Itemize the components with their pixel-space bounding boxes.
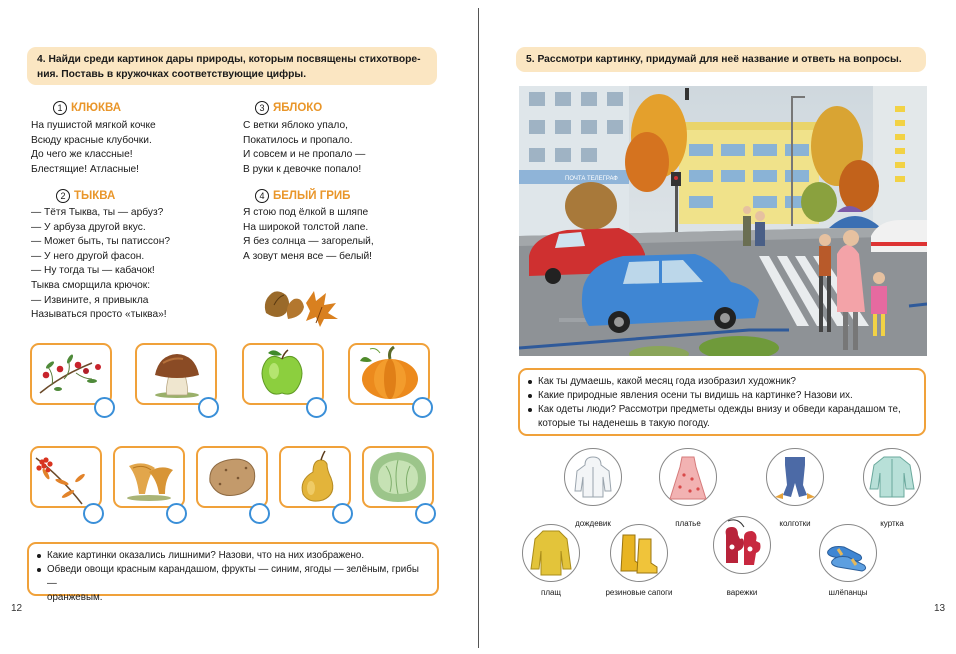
- clothing-jacket[interactable]: [863, 448, 921, 506]
- picture-green-apple: [242, 343, 324, 405]
- poem-line: И совсем и не пропало —: [243, 149, 366, 161]
- clothing-label: колготки: [779, 519, 811, 528]
- tights-icon: [767, 449, 823, 505]
- cabbage-icon: [364, 448, 432, 506]
- raincoat-icon: [565, 449, 621, 505]
- poem-line: До чего же классные!: [31, 149, 133, 161]
- poem-3-text: [243, 119, 365, 177]
- poem-1-text: [31, 119, 156, 177]
- picture-pear: [279, 446, 351, 508]
- white-mushroom-icon: [137, 345, 215, 403]
- poem-line: — У арбуза другой вкус.: [31, 221, 146, 233]
- clothing-mittens[interactable]: [713, 516, 771, 574]
- poem-2-title-text: ТЫКВА: [74, 190, 116, 202]
- clothing-raincoat-hood[interactable]: [564, 448, 622, 506]
- picture-rowan: [30, 446, 102, 508]
- poem-line: — Извините, я привыкла: [31, 294, 149, 306]
- poem-line: Я стою под ёлкой в шляпе: [243, 207, 369, 218]
- question-line: которые ты наденешь в такую погоду.: [538, 418, 710, 429]
- poem-3-title-text: ЯБЛОКО: [273, 102, 323, 114]
- poem-3-number: 3: [255, 101, 269, 115]
- question-item: Какие картинки оказались лишними? Назови, что на них изображено.: [37, 549, 429, 563]
- task-4-header: [27, 47, 437, 85]
- poem-4-number: 4: [255, 189, 269, 203]
- poem-line: Тыква сморщила крючок:: [31, 279, 151, 291]
- poem-1-number: 1: [53, 101, 67, 115]
- answer-circle-1[interactable]: [94, 397, 115, 418]
- poem-3-title: [255, 101, 322, 115]
- clothing-rubber-boots[interactable]: [610, 524, 668, 582]
- clothing-slippers[interactable]: [819, 524, 877, 582]
- book-spine: [478, 8, 479, 648]
- task-4-line2: ния. Поставь в кружочках соответствующие цифры.: [37, 69, 307, 80]
- clothing-label: дождевик: [575, 519, 611, 528]
- clothing-tights[interactable]: [766, 448, 824, 506]
- poem-4-title-text: БЕЛЫЙ ГРИБ: [273, 190, 351, 202]
- question-item: Какие природные явления осени ты видишь на картинке? Назови их.: [528, 389, 916, 403]
- picture-cranberry: [30, 343, 112, 405]
- question-item: [37, 563, 429, 605]
- clothing-label: плащ: [540, 588, 562, 597]
- clothing-cloak[interactable]: [522, 524, 580, 582]
- slippers-icon: [820, 525, 876, 581]
- cranberry-branch-icon: [32, 345, 110, 403]
- left-questions-box: [27, 542, 439, 603]
- picture-pumpkin: [348, 343, 430, 405]
- poem-line: А зовут меня все — белый!: [243, 250, 373, 262]
- answer-circle-5[interactable]: [83, 503, 104, 524]
- question-item: Как ты думаешь, какой месяц года изобразил художник?: [528, 375, 916, 389]
- autumn-street-scene: [519, 86, 927, 356]
- picture-cabbage: [362, 446, 434, 508]
- poem-line: С ветки яблоко упало,: [243, 120, 348, 131]
- rowan-branch-icon: [32, 448, 100, 506]
- poem-line: Всюду красные клубочки.: [31, 134, 152, 146]
- picture-chanterelle: [113, 446, 185, 508]
- clothing-label: платье: [675, 519, 701, 528]
- pear-icon: [281, 448, 349, 506]
- task-5-header: 5. Рассмотри картинку, придумай для неё название и ответь на вопросы.: [516, 47, 926, 72]
- chanterelle-mushroom-icon: [115, 448, 183, 506]
- right-questions-box: [518, 368, 926, 436]
- answer-circle-7[interactable]: [249, 503, 270, 524]
- shop-sign-text: ПОЧТА ТЕЛЕГРАФ: [565, 176, 618, 182]
- poem-line: В руки к девочке попало!: [243, 163, 362, 175]
- poem-2-title: [56, 189, 115, 203]
- autumn-leaves-icon: [258, 283, 348, 328]
- potato-icon: [198, 448, 266, 506]
- right-page: [480, 0, 956, 654]
- mittens-icon: [714, 517, 770, 573]
- task-4-line1: 4. Найди среди картинок дары природы, которым посвящены стихотворе-: [37, 54, 421, 65]
- poem-4-title: [255, 189, 350, 203]
- jacket-icon: [864, 449, 920, 505]
- answer-circle-8[interactable]: [332, 503, 353, 524]
- clothing-label: шлёпанцы: [828, 588, 868, 597]
- clothing-label: куртка: [880, 519, 904, 528]
- rubber-boots-icon: [611, 525, 667, 581]
- picture-white-mushroom: [135, 343, 217, 405]
- answer-circle-2[interactable]: [198, 397, 219, 418]
- poem-line: — Тётя Тыква, ты — арбуз?: [31, 207, 164, 218]
- green-apple-icon: [244, 345, 322, 403]
- poem-line: Называться просто «тыква»!: [31, 309, 167, 321]
- answer-circle-9[interactable]: [415, 503, 436, 524]
- answer-circle-6[interactable]: [166, 503, 187, 524]
- poem-line: — У него другой фасон.: [31, 250, 145, 262]
- poem-2-text: [31, 206, 170, 323]
- poem-line: Я без солнца — загорелый,: [243, 236, 374, 248]
- cloak-icon: [523, 525, 579, 581]
- clothing-label: варежки: [726, 588, 758, 597]
- poem-4-text: [243, 206, 374, 264]
- clothing-label: резиновые сапоги: [605, 588, 673, 597]
- question-item: [528, 403, 916, 431]
- page-number: 12: [11, 603, 23, 614]
- clothing-dress[interactable]: [659, 448, 717, 506]
- poem-line: На широкой толстой лапе.: [243, 221, 369, 233]
- picture-potato: [196, 446, 268, 508]
- question-line: оранжевым.: [47, 592, 103, 603]
- dress-icon: [660, 449, 716, 505]
- pumpkin-icon: [350, 345, 428, 403]
- poem-1-title-text: КЛЮКВА: [71, 102, 122, 114]
- poem-line: Блестящие! Атласные!: [31, 163, 140, 175]
- answer-circle-3[interactable]: [306, 397, 327, 418]
- poem-line: — Может быть, ты патиссон?: [31, 236, 170, 248]
- poem-2-number: 2: [56, 189, 70, 203]
- poem-line: — Ну тогда ты — кабачок!: [31, 265, 155, 277]
- question-line: Как одеты люди? Рассмотри предметы одежды внизу и обведи карандашом те,: [538, 404, 901, 415]
- poem-1-title: [53, 101, 121, 115]
- page-number: 13: [934, 603, 946, 614]
- poem-line: На пушистой мягкой кочке: [31, 120, 156, 131]
- answer-circle-4[interactable]: [412, 397, 433, 418]
- poem-line: Покатилось и пропало.: [243, 134, 353, 146]
- question-line: Обведи овощи красным карандашом, фрукты — синим, ягоды — зелёным, грибы —: [47, 564, 419, 589]
